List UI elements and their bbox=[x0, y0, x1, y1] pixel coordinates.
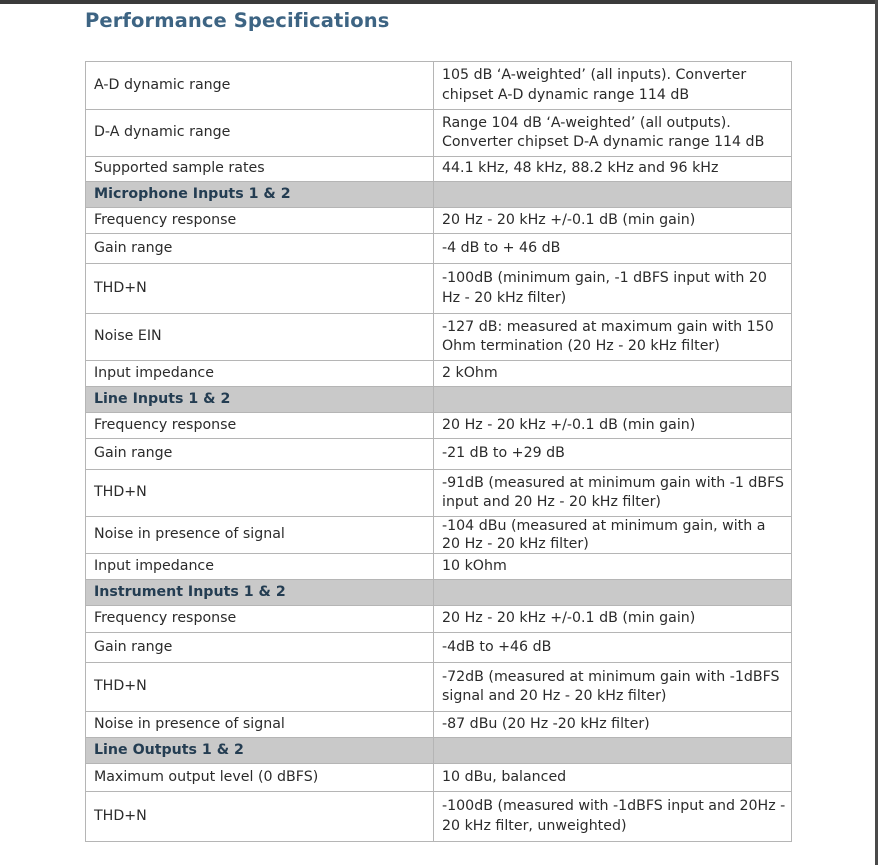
table-row bbox=[86, 62, 792, 110]
spec-label: D-A dynamic range bbox=[86, 110, 434, 157]
spec-value: -21 dB to +29 dB bbox=[434, 439, 792, 470]
spec-value: Range 104 dB ‘A-weighted’ (all outputs). Converter chipset D-A dynamic range 114 dB bbox=[434, 110, 792, 157]
spec-value: 10 dBu, balanced bbox=[434, 764, 792, 792]
spec-value: 2 kOhm bbox=[434, 361, 792, 387]
section-title: Line Inputs 1 & 2 bbox=[86, 387, 434, 413]
spec-label: Noise in presence of signal bbox=[86, 712, 434, 738]
section-header-line-inputs bbox=[86, 387, 792, 413]
spec-label: Supported sample rates bbox=[86, 157, 434, 182]
section-header-instrument-inputs bbox=[86, 580, 792, 606]
table-row bbox=[86, 663, 792, 712]
table-row bbox=[86, 470, 792, 517]
spec-label: Input impedance bbox=[86, 361, 434, 387]
spec-value: -91dB (measured at minimum gain with -1 dBFS input and 20 Hz - 20 kHz filter) bbox=[434, 470, 792, 517]
spec-label: Noise EIN bbox=[86, 314, 434, 361]
table-row bbox=[86, 314, 792, 361]
table-row bbox=[86, 264, 792, 314]
table-row bbox=[86, 439, 792, 470]
table-row bbox=[86, 234, 792, 264]
spec-label: Input impedance bbox=[86, 554, 434, 580]
section-header-microphone-inputs bbox=[86, 182, 792, 208]
table-row bbox=[86, 517, 792, 554]
spec-value: -104 dBu (measured at minimum gain, with a 20 Hz - 20 kHz filter) bbox=[434, 517, 792, 554]
spec-value: -4 dB to + 46 dB bbox=[434, 234, 792, 264]
table-row bbox=[86, 413, 792, 439]
table-row bbox=[86, 633, 792, 663]
spec-label: Frequency response bbox=[86, 606, 434, 633]
section-title: Line Outputs 1 & 2 bbox=[86, 738, 434, 764]
spec-value: 105 dB ‘A-weighted’ (all inputs). Converter chipset A-D dynamic range 114 dB bbox=[434, 62, 792, 110]
spec-label: Noise in presence of signal bbox=[86, 517, 434, 554]
table-row bbox=[86, 157, 792, 182]
table-row bbox=[86, 764, 792, 792]
spec-label: Frequency response bbox=[86, 413, 434, 439]
table-row bbox=[86, 606, 792, 633]
spec-value: -72dB (measured at minimum gain with -1dBFS signal and 20 Hz - 20 kHz filter) bbox=[434, 663, 792, 712]
spec-value: 44.1 kHz, 48 kHz, 88.2 kHz and 96 kHz bbox=[434, 157, 792, 182]
spec-value: 20 Hz - 20 kHz +/-0.1 dB (min gain) bbox=[434, 208, 792, 234]
spec-table bbox=[85, 61, 792, 842]
spec-value: -100dB (measured with -1dBFS input and 20Hz - 20 kHz filter, unweighted) bbox=[434, 792, 792, 842]
spec-value: -100dB (minimum gain, -1 dBFS input with 20 Hz - 20 kHz filter) bbox=[434, 264, 792, 314]
spec-value: -87 dBu (20 Hz -20 kHz filter) bbox=[434, 712, 792, 738]
section-header-blank bbox=[434, 738, 792, 764]
table-row bbox=[86, 712, 792, 738]
top-border bbox=[0, 0, 878, 4]
spec-value: -4dB to +46 dB bbox=[434, 633, 792, 663]
section-header-blank bbox=[434, 182, 792, 208]
spec-label: A-D dynamic range bbox=[86, 62, 434, 110]
section-title: Microphone Inputs 1 & 2 bbox=[86, 182, 434, 208]
spec-label: THD+N bbox=[86, 663, 434, 712]
table-row bbox=[86, 792, 792, 842]
spec-label: Gain range bbox=[86, 439, 434, 470]
section-header-blank bbox=[434, 580, 792, 606]
spec-label: Gain range bbox=[86, 234, 434, 264]
page-title: Performance Specifications bbox=[85, 9, 390, 32]
table-row bbox=[86, 361, 792, 387]
section-header-line-outputs bbox=[86, 738, 792, 764]
spec-label: Frequency response bbox=[86, 208, 434, 234]
table-row bbox=[86, 208, 792, 234]
spec-label: THD+N bbox=[86, 792, 434, 842]
spec-value: 20 Hz - 20 kHz +/-0.1 dB (min gain) bbox=[434, 606, 792, 633]
spec-label: Maximum output level (0 dBFS) bbox=[86, 764, 434, 792]
spec-value: 20 Hz - 20 kHz +/-0.1 dB (min gain) bbox=[434, 413, 792, 439]
table-row bbox=[86, 110, 792, 157]
spec-value: -127 dB: measured at maximum gain with 150 Ohm termination (20 Hz - 20 kHz filter) bbox=[434, 314, 792, 361]
spec-label: THD+N bbox=[86, 470, 434, 517]
spec-value: 10 kOhm bbox=[434, 554, 792, 580]
spec-label: THD+N bbox=[86, 264, 434, 314]
spec-label: Gain range bbox=[86, 633, 434, 663]
section-header-blank bbox=[434, 387, 792, 413]
section-title: Instrument Inputs 1 & 2 bbox=[86, 580, 434, 606]
table-row bbox=[86, 554, 792, 580]
